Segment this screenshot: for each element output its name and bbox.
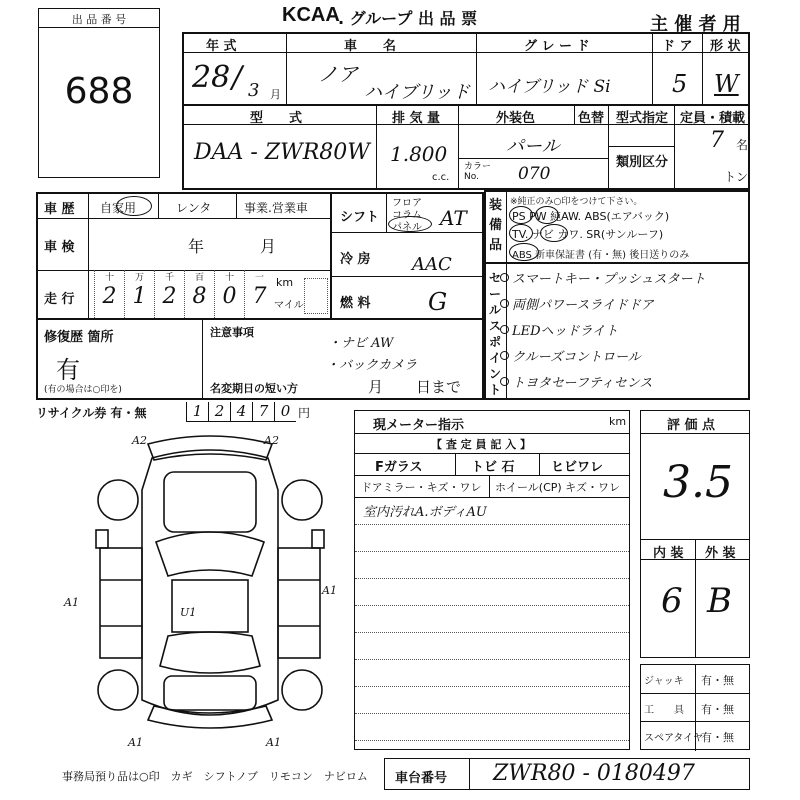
- fuel-label: 燃 料: [340, 296, 371, 311]
- recycle-digit: 1: [186, 402, 208, 422]
- chassis-value: ZWR80 - 0180497: [493, 761, 695, 786]
- year-label: 年 式: [206, 39, 237, 54]
- mileage-digit-value: 7: [252, 284, 267, 309]
- shift-label: シフト: [340, 210, 380, 225]
- shift-circle-mark: [388, 216, 432, 232]
- interior-label: 内 装: [653, 546, 684, 561]
- color-no-value: 070: [518, 164, 551, 184]
- mirror-right: [312, 530, 324, 548]
- score-value: 3.5: [663, 457, 733, 508]
- organizer-label: 主 催 者 用: [650, 14, 741, 35]
- capacity-unit: 名: [736, 138, 749, 152]
- crack-label: ヒビワレ: [551, 460, 604, 475]
- chassis-label: 車台番号: [395, 771, 448, 786]
- car-right-side: [278, 548, 320, 658]
- cc-unit: c.c.: [432, 172, 450, 183]
- door-value: 5: [672, 70, 688, 98]
- meter-km: km: [609, 415, 627, 428]
- ruled-line: [355, 524, 629, 525]
- tool-value: 有・無: [701, 674, 734, 687]
- car-windshield: [156, 532, 264, 576]
- recycle-digit: 0: [274, 402, 296, 422]
- office-note: 事務局預り品は○印 カギ シフトノブ リモコン ナビロム: [62, 770, 368, 783]
- car-name-value-1: ノア: [318, 62, 358, 86]
- vehicle-info-row2: [182, 106, 750, 190]
- history-circle-mark: [116, 196, 152, 216]
- tool-label: スペアタイヤ: [644, 733, 704, 745]
- ruled-line: [355, 713, 629, 714]
- mark-rear-right: A1: [266, 736, 281, 749]
- inspector-note: 室内汚れA.ボディAU: [363, 505, 487, 520]
- exterior-label: 外 装: [705, 546, 736, 561]
- grade-label: グ レ ー ド: [524, 39, 590, 54]
- capacity-value: 7: [710, 128, 724, 153]
- mileage-label: 走 行: [44, 292, 75, 307]
- mileage-digit-header: 千: [164, 273, 174, 283]
- car-trunk: [164, 676, 256, 710]
- selling-point-item: スマートキー・プッシュスタート: [512, 272, 706, 287]
- selling-point-bullet: [500, 377, 509, 386]
- selling-points-label: セールスポイント: [489, 271, 502, 397]
- history-option-private: 自家用: [100, 201, 137, 215]
- caution-item-2: ・バックカメラ: [326, 358, 418, 373]
- meter-label: 現メーター指示: [373, 418, 465, 433]
- glass-label: Fガラス: [375, 460, 423, 475]
- car-rear-window: [160, 632, 260, 673]
- vehicle-info-row1: [182, 32, 750, 106]
- selling-point-item: クルーズコントロール: [512, 350, 641, 365]
- category-label: 類別区分: [616, 155, 669, 170]
- wheel-rear-right: [282, 670, 322, 710]
- history-label: 車 歴: [44, 202, 75, 217]
- caution-item-1: ・ナビ AW: [328, 336, 394, 351]
- tool-label: ジャッキ: [644, 676, 684, 687]
- mirror-label: ドアミラー・キズ・ワレ: [361, 481, 482, 494]
- mileage-digit-header: 十: [104, 273, 114, 283]
- mile-unit: マイル: [274, 300, 304, 311]
- selling-point-item: トヨタセーフティセンス: [512, 376, 653, 391]
- car-hood: [164, 472, 256, 532]
- selling-point-item: LEDヘッドライト: [512, 324, 619, 339]
- color-value: パール: [506, 136, 560, 157]
- door-label: ド ア: [662, 39, 693, 54]
- displacement-value: 1.800: [390, 142, 448, 166]
- car-damage-diagram: [60, 430, 360, 750]
- month-suffix: 月: [270, 88, 281, 101]
- ac-value: AAC: [412, 254, 452, 275]
- exterior-value: B: [707, 581, 732, 621]
- tool-row: [641, 694, 749, 723]
- mark-front-right: A2: [264, 434, 279, 447]
- ruled-line: [355, 740, 629, 741]
- recycle-cells: [186, 402, 316, 424]
- grade-value: ハイブリッド Si: [488, 77, 611, 97]
- mileage-digit-cell: [124, 270, 154, 318]
- inspection-label: 車 検: [44, 240, 75, 255]
- mileage-digit-cell: [94, 270, 124, 318]
- selling-point-bullet: [500, 299, 509, 308]
- pw-circle-mark: [535, 206, 559, 224]
- selling-point-item: 両側パワースライドドア: [512, 298, 654, 313]
- car-front-bumper: [148, 436, 272, 460]
- recycle-digit: 2: [208, 402, 230, 422]
- model-value: DAA - ZWR80W: [194, 140, 370, 165]
- header-logo: [282, 4, 340, 27]
- ruled-line: [355, 632, 629, 633]
- recycle-digit: 7: [252, 402, 274, 422]
- inspection-month-char: 月: [260, 237, 277, 256]
- abs-circle-mark: [509, 243, 539, 261]
- history-option-business: 事業.営業車: [244, 201, 308, 215]
- lot-number-value: 688: [64, 71, 134, 112]
- selling-point-bullet: [500, 351, 509, 360]
- form-title: . グループ 出 品 票: [338, 9, 478, 28]
- chassis-block: [384, 758, 750, 790]
- mark-left-side: A1: [64, 596, 79, 609]
- ruled-line: [355, 686, 629, 687]
- selling-point-bullet: [500, 273, 509, 282]
- color-label: 外装色: [496, 111, 536, 126]
- mark-rear-left: A1: [128, 736, 143, 749]
- repair-note: (有の場合は○印を): [44, 385, 122, 395]
- mileage-digit-cell: [184, 270, 214, 318]
- mirror-left: [96, 530, 108, 548]
- ruled-line: [355, 551, 629, 552]
- short-date-month: 月: [368, 378, 384, 396]
- mileage-digit-value: 1: [132, 284, 147, 309]
- wheel-label: ホイール(CP) キズ・ワレ: [495, 481, 620, 494]
- interior-value: 6: [661, 581, 683, 621]
- recycle-yen: 円: [298, 406, 311, 420]
- history-option-rental: レンタ: [176, 201, 212, 215]
- type-designation-label: 型式指定: [616, 111, 669, 126]
- mileage-digit-cell: [154, 270, 184, 318]
- recycle-label: リサイクル券 有・無: [36, 406, 147, 420]
- km-unit: km: [276, 276, 294, 289]
- equipment-block: [484, 190, 750, 264]
- capacity-label: 定員・積載: [680, 111, 746, 126]
- lot-number-label: 出 品 番 号: [39, 11, 159, 28]
- tools-block: [640, 664, 750, 750]
- wheel-front-left: [98, 480, 138, 520]
- model-label: 型 式: [250, 111, 303, 126]
- equipment-label: 装 備 品: [489, 198, 503, 253]
- repaint-label: 色替: [578, 111, 605, 126]
- inspection-year-char: 年: [188, 237, 205, 256]
- wheel-front-right: [282, 480, 322, 520]
- equipment-line1: PS PW 純AW. ABS(エアバック): [512, 210, 670, 223]
- ruled-line: [355, 659, 629, 660]
- history-block: [36, 192, 332, 320]
- tool-value: 有・無: [701, 731, 734, 745]
- year-value: 28: [192, 60, 231, 95]
- mileage-digit-cell: [244, 270, 274, 318]
- selling-point-bullet: [500, 325, 509, 334]
- mileage-cells: [94, 270, 274, 318]
- tool-row: [641, 665, 749, 694]
- inspector-notes-lines: [355, 497, 629, 749]
- tool-row: [641, 722, 749, 751]
- tool-label: 工 具: [644, 704, 684, 716]
- wheel-rear-left: [98, 670, 138, 710]
- fuel-value: G: [428, 288, 448, 316]
- caution-label: 注意事項: [210, 326, 254, 339]
- shape-value: W: [714, 70, 739, 98]
- recycle-digit: 4: [230, 402, 252, 422]
- logo-text: KCAA: [282, 4, 340, 26]
- shift-option-panel: パネル: [392, 222, 422, 233]
- month-value: 3: [248, 80, 260, 101]
- mileage-digit-value: 2: [102, 284, 117, 309]
- repair-label: 修復歴 箇所: [44, 330, 114, 345]
- color-no-label: カラー No.: [464, 162, 492, 182]
- tv-circle-mark: [509, 224, 533, 242]
- equipment-line2: TV. ナビ カワ. SR(サンルーフ): [512, 228, 664, 241]
- shape-label: 形 状: [710, 39, 741, 54]
- ruled-line: [355, 605, 629, 606]
- selling-points-block: [484, 264, 750, 400]
- score-label: 評 価 点: [667, 418, 716, 433]
- mileage-digit-header: 万: [134, 273, 144, 283]
- shift-block: [332, 192, 484, 320]
- short-date-day: 日まで: [416, 378, 462, 396]
- inspector-block: [354, 410, 630, 750]
- ac-label: 冷 房: [340, 252, 371, 267]
- repair-block: [36, 320, 484, 400]
- ruled-line: [355, 578, 629, 579]
- lot-number-box: [38, 8, 160, 178]
- ps-circle-mark: [509, 206, 533, 224]
- mileage-digit-value: 0: [222, 284, 237, 309]
- repair-value: 有: [56, 356, 80, 384]
- mileage-digit-value: 8: [192, 284, 207, 309]
- tool-value: 有・無: [701, 702, 734, 716]
- mark-right-side: A1: [322, 584, 337, 597]
- mark-roof: U1: [180, 606, 197, 619]
- short-date-label: 名変期日の短い方: [210, 382, 298, 395]
- shift-option-column: コラム: [392, 210, 422, 221]
- shift-value: AT: [440, 206, 467, 230]
- shift-option-floor: フロア: [392, 198, 422, 209]
- mark-front-left: A2: [132, 434, 147, 447]
- navi-circle-mark: [540, 224, 568, 242]
- car-left-side: [100, 548, 142, 658]
- car-name-label: 車 名: [344, 39, 397, 54]
- equipment-note: ※純正のみ○印をつけて下さい。: [510, 197, 643, 207]
- recycle-row: [36, 402, 311, 424]
- mileage-digit-value: 2: [162, 284, 177, 309]
- score-block: [640, 410, 750, 658]
- mileage-digit-header: 百: [194, 273, 204, 283]
- mileage-digit-header: 一: [254, 273, 264, 283]
- mile-checkbox: [304, 278, 328, 314]
- inspector-section-title: 【 査 定 員 記 入 】: [431, 438, 531, 451]
- displacement-label: 排 気 量: [392, 111, 441, 126]
- car-name-value-2: ハイブリッド: [364, 82, 471, 103]
- equipment-line3: ABS 新車保証書 (有・無) 後日送りのみ: [512, 250, 690, 261]
- mileage-digit-header: 十: [224, 273, 234, 283]
- year-slash: /: [232, 60, 243, 95]
- ton-unit: トン: [724, 170, 749, 184]
- mileage-digit-cell: [214, 270, 244, 318]
- chip-label: トビ 石: [471, 460, 515, 475]
